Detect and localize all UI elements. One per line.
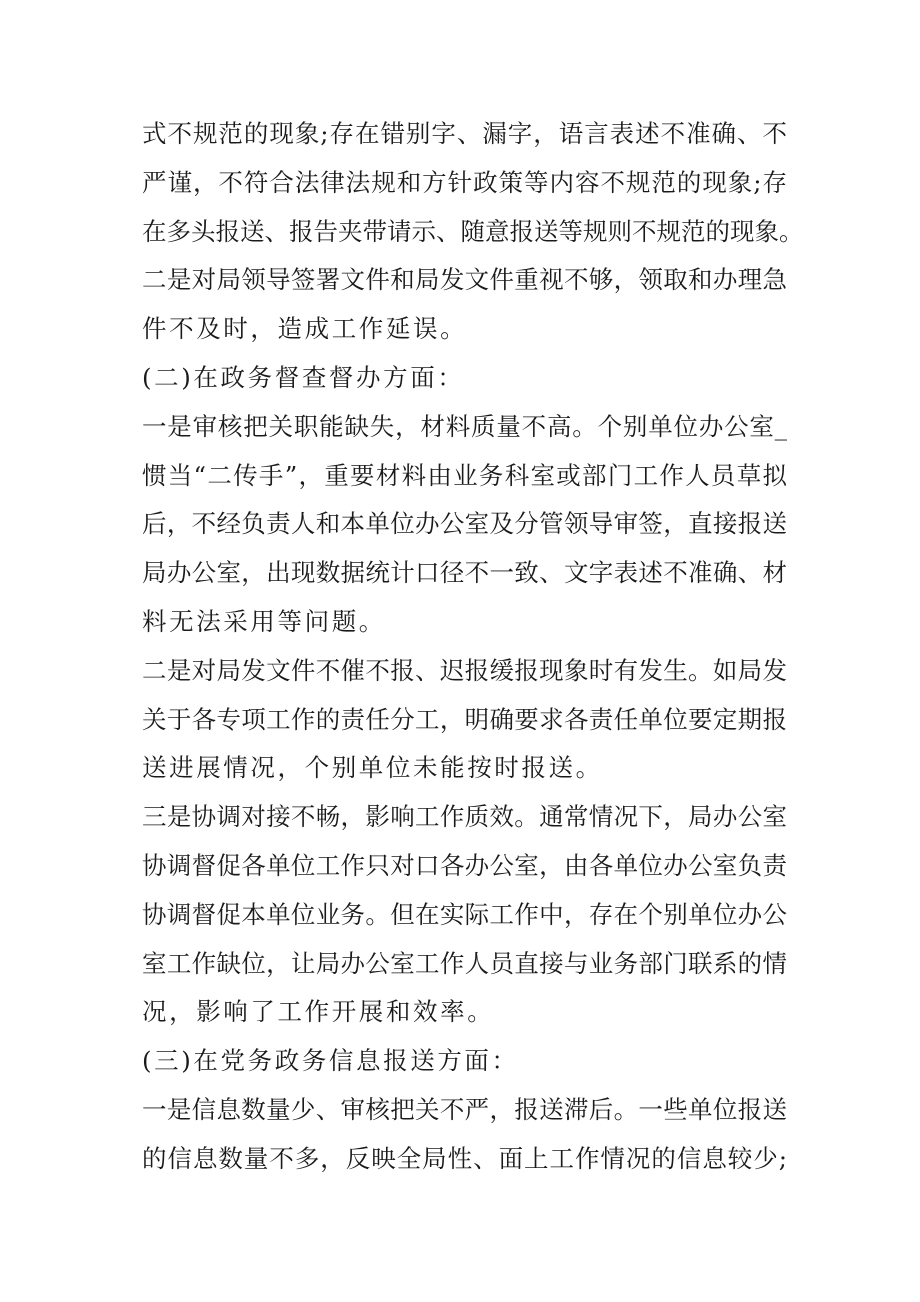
- text-line: 二是对局发文件不催不报、迟报缓报现象时有发生。如局发: [142, 655, 787, 685]
- text-line: 况，影响了工作开展和效率。: [142, 997, 495, 1027]
- text-line: 式不规范的现象;存在错别字、漏字，语言表述不准确、不: [142, 119, 787, 148]
- text-line: 三是协调对接不畅，影响工作质效。通常情况下，局办公室: [142, 802, 787, 832]
- text-line: 室工作缺位，让局办公室工作人员直接与业务部门联系的情: [142, 948, 787, 978]
- text-line: 后，不经负责人和本单位办公室及分管领导审签，直接报送: [142, 509, 787, 539]
- text-line: 送进展情况，个别单位未能按时报送。: [142, 753, 603, 783]
- text-line: 一是审核把关职能缺失，材料质量不高。个别单位办公室_: [142, 411, 787, 441]
- text-line: 料无法采用等问题。: [142, 606, 386, 636]
- text-line: 协调督促本单位业务。但在实际工作中，存在个别单位办公: [142, 899, 787, 929]
- text-line: 关于各专项工作的责任分工，明确要求各责任单位要定期报: [142, 704, 787, 734]
- text-line: (二)在政务督查督办方面：: [142, 362, 465, 392]
- text-line: 二是对局领导签署文件和局发文件重视不够，领取和办理急: [142, 265, 787, 295]
- text-line: 严谨，不符合法律法规和方针政策等内容不规范的现象;存: [142, 167, 787, 197]
- text-line: 件不及时，造成工作延误。: [142, 314, 468, 344]
- document-body: [142, 110, 804, 1184]
- text-line: 惯当“二传手”，重要材料由业务科室或部门工作人员草拟: [142, 460, 787, 490]
- text-line: 在多头报送、报告夹带请示、随意报送等规则不规范的现象。: [142, 216, 804, 246]
- text-line: 协调督促各单位工作只对口各办公室，由各单位办公室负责: [142, 850, 787, 880]
- text-line: 的信息数量不多，反映全局性、面上工作情况的信息较少;: [142, 1143, 787, 1173]
- text-line: 一是信息数量少、审核把关不严，报送滞后。一些单位报送: [142, 1094, 787, 1124]
- text-line: (三)在党务政务信息报送方面：: [142, 1046, 519, 1076]
- text-line: 局办公室，出现数据统计口径不一致、文字表述不准确、材: [142, 558, 787, 588]
